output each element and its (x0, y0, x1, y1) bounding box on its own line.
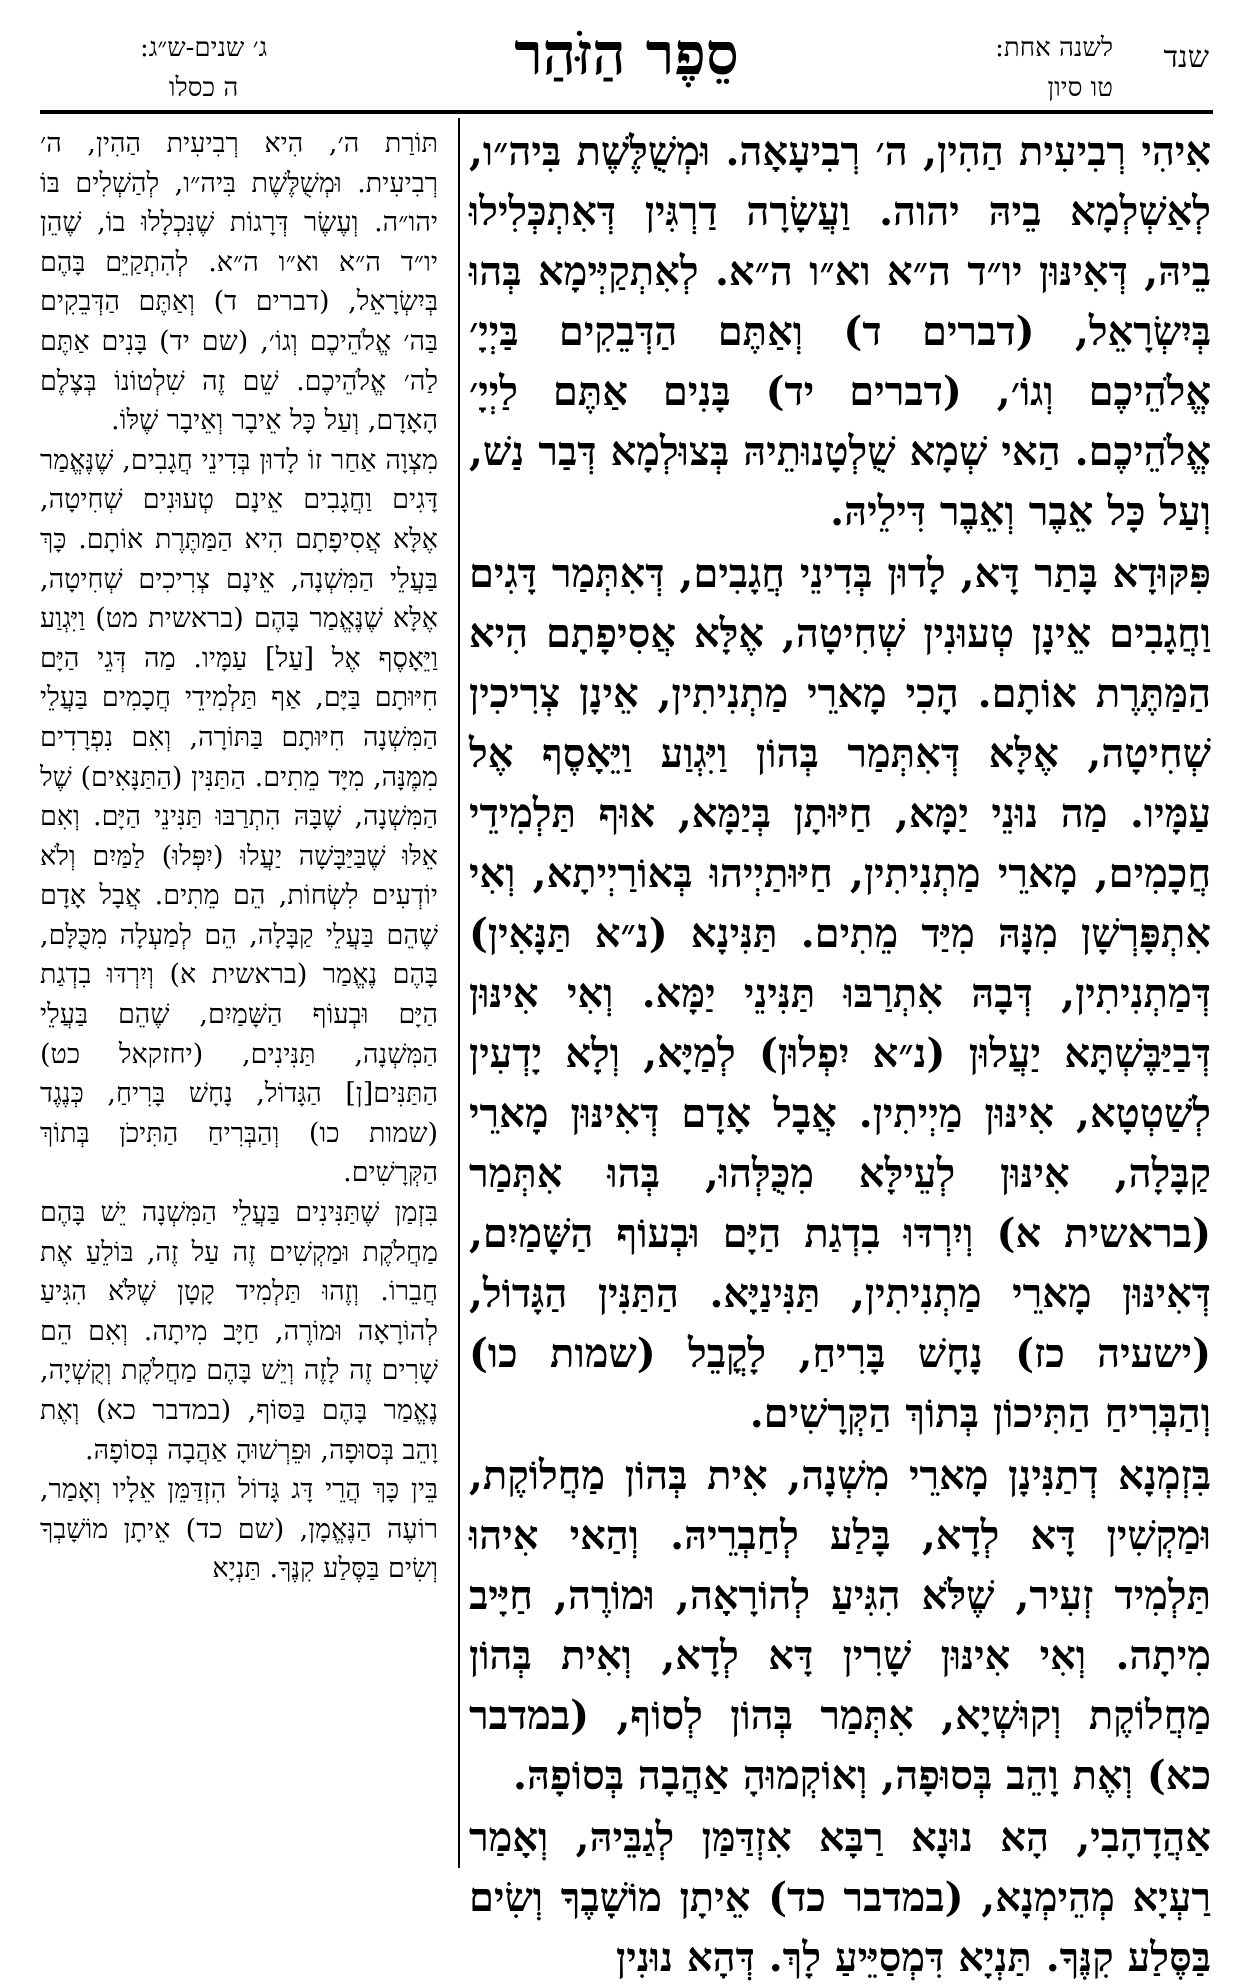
header-left-info (140, 28, 267, 108)
main-paragraph: אַהֲדָהָבִי, הָא נוּנָא רַבָּא אִזְדַּמַּן לְגַבֵּיהּ, וְאָמַר רַעְיָא מְהֵימְנָא, (במדבר כד) אֵיתָן מוֹשָׁבֶךָ וְשִׂים בַּסֶּלַע קִנֶּךָ. תַּנְיָא דִּמְסַיֵּיעַ לָךְ. דְּהָא נוּנִין (469, 1814, 1211, 1981)
side-paragraph: מִצְוָה אַחַר זוֹ לָדוּן בְּדִינֵי חֲגָבִים, שֶׁנֶּאֱמַר דָּגִים וַחֲגָבִים אֵינָם טְעוּנִים שְׁחִיטָה, אֶלָּא אֲסִיפָתָם הִיא הַמַּתֶּרֶת אוֹתָם. כָּךְ בַּעֲלֵי הַמִּשְׁנָה, אֵינָם צְרִיכִים שְׁחִיטָה, אֶלָּא שֶׁנֶּאֱמַר בָּהֶם (בראשית מט) וַיִּגְוַע וַיֵּאָסֶף אֶל [עַל] עַמָּיו. מַה דְּגֵי הַיָּם חִיּוּתָם בַּיָּם, אַף תַּלְמִידֵי חֲכָמִים בַּעֲלֵי הַמִּשְׁנָה חִיּוּתָם בַּתּוֹרָה, וְאִם נִפְרָדִים מִמֶּנָּה, מִיָּד מֵתִים. הַתַּנִּין (הַתַּנָּאִים) שֶׁל הַמִּשְׁנָה, שֶׁבָּהּ הִתְרַבּוּ תַּנִּינֵי הַיָּם. וְאִם אֵלּוּ שֶׁבַּיַּבָּשָׁה יַעֲלוּ (יִפְּלוּ) לַמַּיִם וְלֹא יוֹדְעִים לִשְׂחוֹת, הֵם מֵתִים. אֲבָל אָדָם שֶׁהֵם בַּעֲלֵי קַבָּלָה, הֵם לְמַעְלָה מִכֻּלָּם, בָּהֶם נֶאֱמַר (בראשית א) וְיִרְדּוּ בִדְגַת הַיָּם וּבְעוֹף הַשָּׁמַיִם, שֶׁהֵם בַּעֲלֵי הַמִּשְׁנָה, תַּנִּינִים, (יחזקאל כט) הַתַּנִּים[ן] הַגָּדוֹל, נָחָשׁ בָּרִיחַ, כְּנֶגֶד (שמות כו) וְהַבְּרִיחַ הַתִּיכֹן בְּתוֹךְ הַקְּרָשִׁים. (40, 444, 438, 1189)
side-paragraph: בִּזְמַן שֶׁתַּנִּינִים בַּעֲלֵי הַמִּשְׁנָה יֵשׁ בָּהֶם מַחֲלֹקֶת וּמַקְשִׁים זֶה עַל זֶה, בּוֹלֵעַ אֶת חֲבֵרוֹ. וְזֶהוּ תַּלְמִיד קָטָן שֶׁלֹּא הִגִּיעַ לְהוֹרָאָה וּמוֹרֶה, חַיָּב מִיתָה. וְאִם הֵם שָׁרִים זֶה לָזֶה וְיֵשׁ בָּהֶם מַחֲלֹקֶת וְקֻשְׁיָה, נֶאֱמַר בָּהֶם בַּסּוֹף, (במדבר כא) וְאֶת וָהֵב בְּסוּפָה, וּפֵרְשׁוּהָ אַהֲבָה בְּסוֹפָהּ. (40, 1197, 438, 1466)
book-title: סֵפֶר הַזֹּהַר (514, 20, 739, 88)
header-right-line1: לשנה אחת: (995, 33, 1113, 63)
header-right-line2: טו סיון (1047, 73, 1113, 103)
main-paragraph: בִּזְמְנָא דְתַנִּינָן מָארֵי מִשְׁנָה, אִית בְּהוֹן מַחֲלוֹקֶת, וּמַקְשִׁין דָּא לְדָא, בָּלַע לְחַבְרֵיהּ. וְהַאי אִיהוּ תַּלְמִיד זְעִיר, שֶׁלֹּא הִגִּיעַ לְהוֹרָאָה, וּמוֹרֶה, חַיָּיב מִיתָה. וְאִי אִינּוּן שָׁרִין דָּא לְדָא, וְאִית בְּהוֹן מַחֲלוֹקֶת וְקוּשְׁיָא, אִתְּמַר בְּהוֹן לְסוֹף, (במדבר כא) וְאֶת וָהֵב בְּסוּפָה, וְאוֹקְמוּהָ אַהֲבָה בְּסוֹפָהּ. (469, 1452, 1212, 1799)
header-left-line1: ג׳ שנים-ש״ג: (140, 33, 268, 63)
page-header (0, 0, 1253, 110)
side-paragraph: תּוֹרַת ה׳, הִיא רְבִיעִית הַהִין, ה׳ רְבִיעִית. וּמְשֻׁלֶּשֶׁת בִּיה״ו, לְהַשְׁלִים בּוֹ יהו״ה. וְעֶשֶׂר דְּרָגוֹת שֶׁנִּכְלָלוּ בוֹ, שֶׁהֵן יו״ד ה״א וא״ו ה״א. לְהִתְקַיֵּם בָּהֶם בְּיִשְׂרָאֵל, (דברים ד) וְאַתֶּם הַדְּבֵקִים בַּה׳ אֱלֹהֵיכֶם וְגוֹ׳, (שם יד) בָּנִים אַתֶּם לַה׳ אֱלֹהֵיכֶם. שֵׁם זֶה שִׁלְטוֹנוֹ בְּצֶלֶם הָאָדָם, וְעַל כָּל אֵיבָר וְאֵיבָר שֶׁלּוֹ. (40, 128, 438, 437)
page-number: שנד (1163, 40, 1209, 75)
translation-column (40, 124, 438, 1860)
main-paragraph: אִיהִי רְבִיעִית הַהִין, ה׳ רְבִיעָאָה. וּמְשֻׁלֶּשֶׁת בִּיה״ו, לְאַשְׁלְמָא בֵיהּ יהוה. וַעֲשָׂרָה דַרְגִּין דְּאִתְכְּלִילוּ בֵיהּ, דְּאִינּוּן יו״ד ה״א וא״ו ה״א. לְאִתְקַיְּימָא בְּהוּ בְּיִשְׂרָאֵל, (דברים ד) וְאַתֶּם הַדְּבֵקִים בַּיְיָ׳ אֱלֹהֵיכֶם וְגוֹ׳, (דברים יד) בָּנִים אַתֶּם לַיְיָ׳ אֱלֹהֵיכֶם. הַאי שְׁמָא שֻׁלְטָנוּתֵיהּ בְּצוּלְמָא דְּבַר נַשׁ, וְעַל כָּל אֵבֶר וְאֵבֶר דִּילֵיהּ. (469, 128, 1211, 535)
main-column (469, 122, 1212, 1981)
header-left-line2: ה כסלו (168, 73, 239, 103)
header-rule (40, 110, 1213, 114)
column-divider (458, 118, 460, 1868)
side-paragraph: בֵּין כָּךְ הֲרֵי דָּג גָּדוֹל הִזְדַּמֵּן אֵלָיו וְאָמַר, רוֹעֶה הַנֶּאֱמָן, (שם כד) אֵיתָן מוֹשָׁבְךָ וְשִׂים בַּסֶּלַע קִנֶּךָ. תַּנְיָא (40, 1474, 438, 1585)
main-paragraph: פִּקּוּדָא בָּתַר דָּא, לָדוּן בְּדִינֵי חֲגָבִים, דְּאִתְּמַר דָּגִים וַחֲגָבִים אֵינָן טְעוּנִין שְׁחִיטָה, אֶלָּא אֲסִיפָתָם הִיא הַמַּתֶּרֶת אוֹתָם. הָכִי מָארֵי מַתְנִיתִין, אֵינָן צְרִיכִין שְׁחִיטָה, אֶלָּא דְּאִתְּמַר בְּהוֹן וַיִּגְוַע וַיֵּאָסֶף אֶל עַמָּיו. מַה נוּנֵי יַמָּא, חַיּוּתָן בְּיַמָּא, אוּף תַּלְמִידֵי חֲכָמִים, מָארֵי מַתְנִיתִין, חַיּוּתַיְיהוּ בְּאוֹרַיְיתָא, וְאִי אִתְפָּרְשָׁן מִנָּהּ מִיַּד מֵתִים. תַּנִּינָא (נ״א תַּנָּאִין) דְּמַתְנִיתִין, דְּבָהּ אִתְרַבּוּ תַּנִּינֵי יַמָּא. וְאִי אִינּוּן דְּבַיַּבֶּשְׁתָּא יַעֲלוּן (נ״א יִפְלוּן) לְמַיָּא, וְלָא יָדְעִין לְשַׁטְטָא, אִינּוּן מַיְיתִין. אֲבָל אָדָם דְּאִינּוּן מָארֵי קַבָּלָה, אִינּוּן לְעֵילָּא מִכֻּלְּהוּ, בְּהוּ אִתְּמַר (בראשית א) וְיִרְדּוּ בִדְגַת הַיָּם וּבְעוֹף הַשָּׁמַיִם, דְּאִינּוּן מָארֵי מַתְנִיתִין, תַּנִּינַיָּא. הַתַּנִּין הַגָּדוֹל, (ישעיה כז) נָחָשׁ בָּרִיחַ, לָקֳבֵל (שמות כו) וְהַבְּרִיחַ הַתִּיכוֹן בְּתוֹךְ הַקְּרָשִׁים. (469, 550, 1211, 1437)
